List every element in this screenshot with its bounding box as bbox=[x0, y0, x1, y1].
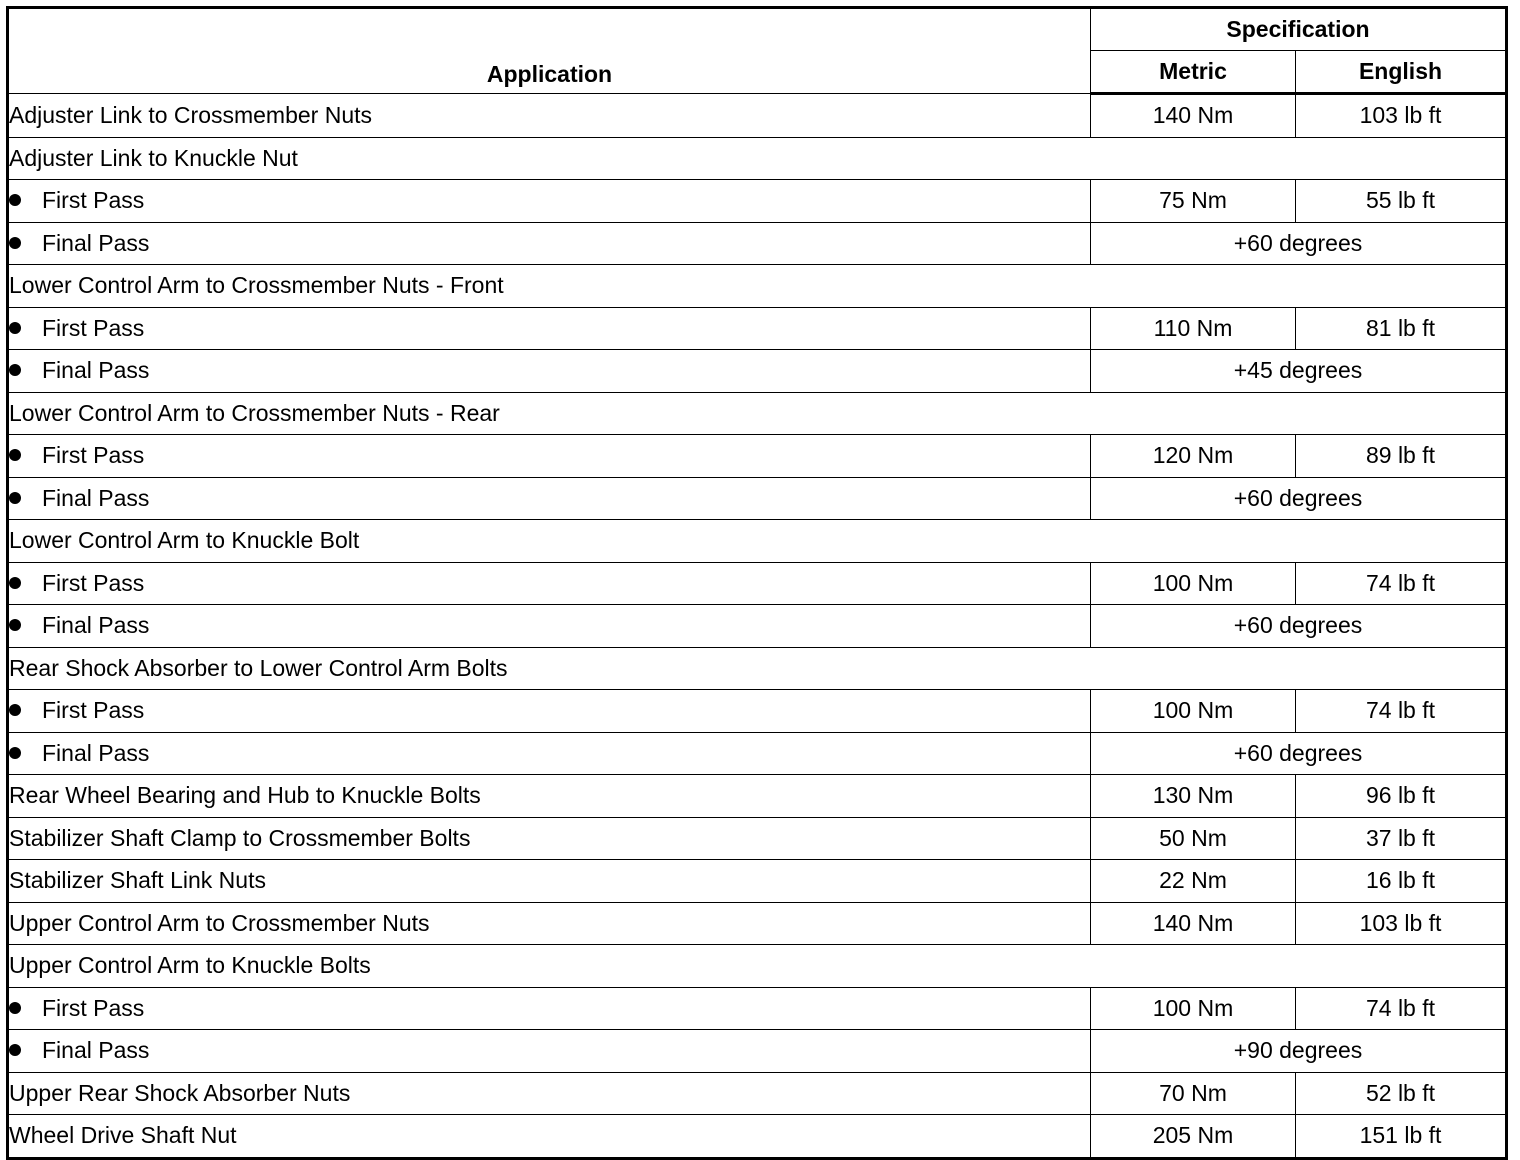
table-body bbox=[8, 94, 1507, 1159]
application-label: Final Pass bbox=[42, 612, 150, 639]
metric-value-cell: 50 Nm bbox=[1091, 817, 1296, 860]
application-label: Final Pass bbox=[42, 484, 150, 511]
angle-value-cell: +60 degrees bbox=[1091, 732, 1507, 775]
group-row bbox=[8, 945, 1507, 988]
table-row bbox=[8, 94, 1507, 138]
application-cell bbox=[8, 817, 1091, 860]
english-value-cell: 37 lb ft bbox=[1296, 817, 1507, 860]
application-label: First Pass bbox=[42, 442, 145, 469]
english-value-cell: 74 lb ft bbox=[1296, 987, 1507, 1030]
application-cell bbox=[8, 945, 1507, 988]
application-label: Lower Control Arm to Crossmember Nuts - Rear bbox=[9, 399, 500, 426]
bullet-icon bbox=[9, 1044, 21, 1056]
application-label: Rear Wheel Bearing and Hub to Knuckle Bolts bbox=[9, 782, 481, 809]
english-value-cell: 81 lb ft bbox=[1296, 307, 1507, 350]
english-value-cell: 74 lb ft bbox=[1296, 562, 1507, 605]
metric-value-cell: 110 Nm bbox=[1091, 307, 1296, 350]
bullet-icon bbox=[9, 194, 21, 206]
bullet-icon bbox=[9, 577, 21, 589]
application-cell bbox=[8, 605, 1091, 648]
application-cell bbox=[8, 1030, 1091, 1073]
application-cell bbox=[8, 647, 1507, 690]
application-label: Final Pass bbox=[42, 229, 150, 256]
application-cell bbox=[8, 435, 1091, 478]
application-cell bbox=[8, 690, 1091, 733]
angle-value-cell: +60 degrees bbox=[1091, 477, 1507, 520]
metric-value-cell: 75 Nm bbox=[1091, 180, 1296, 223]
metric-value-cell: 120 Nm bbox=[1091, 435, 1296, 478]
sub-step-row bbox=[8, 605, 1507, 648]
metric-value-cell: 100 Nm bbox=[1091, 562, 1296, 605]
application-label: First Pass bbox=[42, 994, 145, 1021]
sub-step-row bbox=[8, 987, 1507, 1030]
english-value-cell: 151 lb ft bbox=[1296, 1115, 1507, 1159]
english-value-cell: 52 lb ft bbox=[1296, 1072, 1507, 1115]
metric-value-cell: 70 Nm bbox=[1091, 1072, 1296, 1115]
application-label: Lower Control Arm to Knuckle Bolt bbox=[9, 527, 360, 554]
angle-value-cell: +45 degrees bbox=[1091, 350, 1507, 393]
application-label: Final Pass bbox=[42, 357, 150, 384]
header-row-top bbox=[8, 8, 1507, 51]
application-cell bbox=[8, 477, 1091, 520]
application-cell bbox=[8, 350, 1091, 393]
application-label: Rear Shock Absorber to Lower Control Arm Bolts bbox=[9, 654, 508, 681]
application-label: Adjuster Link to Knuckle Nut bbox=[9, 144, 298, 171]
application-label: Upper Control Arm to Crossmember Nuts bbox=[9, 909, 430, 936]
metric-value-cell: 130 Nm bbox=[1091, 775, 1296, 818]
sub-step-row bbox=[8, 690, 1507, 733]
application-cell bbox=[8, 902, 1091, 945]
angle-value-cell: +90 degrees bbox=[1091, 1030, 1507, 1073]
angle-value-cell: +60 degrees bbox=[1091, 605, 1507, 648]
torque-spec-table bbox=[6, 6, 1508, 1160]
metric-value-cell: 205 Nm bbox=[1091, 1115, 1296, 1159]
bullet-icon bbox=[9, 619, 21, 631]
application-label: Stabilizer Shaft Link Nuts bbox=[9, 867, 266, 894]
metric-value-cell: 100 Nm bbox=[1091, 987, 1296, 1030]
application-label: Stabilizer Shaft Clamp to Crossmember Bolts bbox=[9, 824, 471, 851]
metric-value-cell: 22 Nm bbox=[1091, 860, 1296, 903]
table-row bbox=[8, 1115, 1507, 1159]
english-value-cell: 89 lb ft bbox=[1296, 435, 1507, 478]
metric-value-cell: 140 Nm bbox=[1091, 902, 1296, 945]
sub-step-row bbox=[8, 435, 1507, 478]
bullet-icon bbox=[9, 237, 21, 249]
application-cell bbox=[8, 180, 1091, 223]
english-header: English bbox=[1296, 51, 1507, 94]
application-label: Final Pass bbox=[42, 1037, 150, 1064]
sub-step-row bbox=[8, 222, 1507, 265]
application-cell bbox=[8, 860, 1091, 903]
application-label: Lower Control Arm to Crossmember Nuts - Front bbox=[9, 272, 504, 299]
application-cell bbox=[8, 392, 1507, 435]
table-row bbox=[8, 775, 1507, 818]
application-label: Upper Control Arm to Knuckle Bolts bbox=[9, 952, 371, 979]
metric-value-cell: 140 Nm bbox=[1091, 94, 1296, 138]
application-header: Application bbox=[8, 8, 1091, 94]
application-label: Upper Rear Shock Absorber Nuts bbox=[9, 1079, 351, 1106]
group-row bbox=[8, 392, 1507, 435]
table-row bbox=[8, 860, 1507, 903]
application-cell bbox=[8, 1072, 1091, 1115]
application-cell bbox=[8, 307, 1091, 350]
english-value-cell: 103 lb ft bbox=[1296, 94, 1507, 138]
sub-step-row bbox=[8, 1030, 1507, 1073]
specification-header: Specification bbox=[1091, 8, 1507, 51]
bullet-icon bbox=[9, 449, 21, 461]
english-value-cell: 74 lb ft bbox=[1296, 690, 1507, 733]
table-row bbox=[8, 817, 1507, 860]
sub-step-row bbox=[8, 562, 1507, 605]
application-label: First Pass bbox=[42, 314, 145, 341]
sub-step-row bbox=[8, 732, 1507, 775]
table-row bbox=[8, 902, 1507, 945]
english-value-cell: 96 lb ft bbox=[1296, 775, 1507, 818]
application-label: First Pass bbox=[42, 569, 145, 596]
sub-step-row bbox=[8, 350, 1507, 393]
metric-header: Metric bbox=[1091, 51, 1296, 94]
application-label: Adjuster Link to Crossmember Nuts bbox=[9, 101, 373, 128]
angle-value-cell: +60 degrees bbox=[1091, 222, 1507, 265]
bullet-icon bbox=[9, 322, 21, 334]
application-cell bbox=[8, 987, 1091, 1030]
application-cell bbox=[8, 562, 1091, 605]
application-cell bbox=[8, 94, 1091, 138]
table-row bbox=[8, 1072, 1507, 1115]
application-cell bbox=[8, 1115, 1091, 1159]
application-cell bbox=[8, 775, 1091, 818]
sub-step-row bbox=[8, 477, 1507, 520]
bullet-icon bbox=[9, 364, 21, 376]
group-row bbox=[8, 137, 1507, 180]
application-label: Final Pass bbox=[42, 739, 150, 766]
english-value-cell: 16 lb ft bbox=[1296, 860, 1507, 903]
application-label: Wheel Drive Shaft Nut bbox=[9, 1122, 237, 1149]
application-cell bbox=[8, 732, 1091, 775]
bullet-icon bbox=[9, 704, 21, 716]
english-value-cell: 55 lb ft bbox=[1296, 180, 1507, 223]
group-row bbox=[8, 520, 1507, 563]
english-value-cell: 103 lb ft bbox=[1296, 902, 1507, 945]
application-label: First Pass bbox=[42, 187, 145, 214]
group-row bbox=[8, 265, 1507, 308]
bullet-icon bbox=[9, 747, 21, 759]
sub-step-row bbox=[8, 307, 1507, 350]
bullet-icon bbox=[9, 1002, 21, 1014]
application-cell bbox=[8, 265, 1507, 308]
application-cell bbox=[8, 520, 1507, 563]
sub-step-row bbox=[8, 180, 1507, 223]
application-cell bbox=[8, 222, 1091, 265]
table-header bbox=[8, 8, 1507, 94]
application-label: First Pass bbox=[42, 697, 145, 724]
group-row bbox=[8, 647, 1507, 690]
bullet-icon bbox=[9, 492, 21, 504]
metric-value-cell: 100 Nm bbox=[1091, 690, 1296, 733]
application-cell bbox=[8, 137, 1507, 180]
